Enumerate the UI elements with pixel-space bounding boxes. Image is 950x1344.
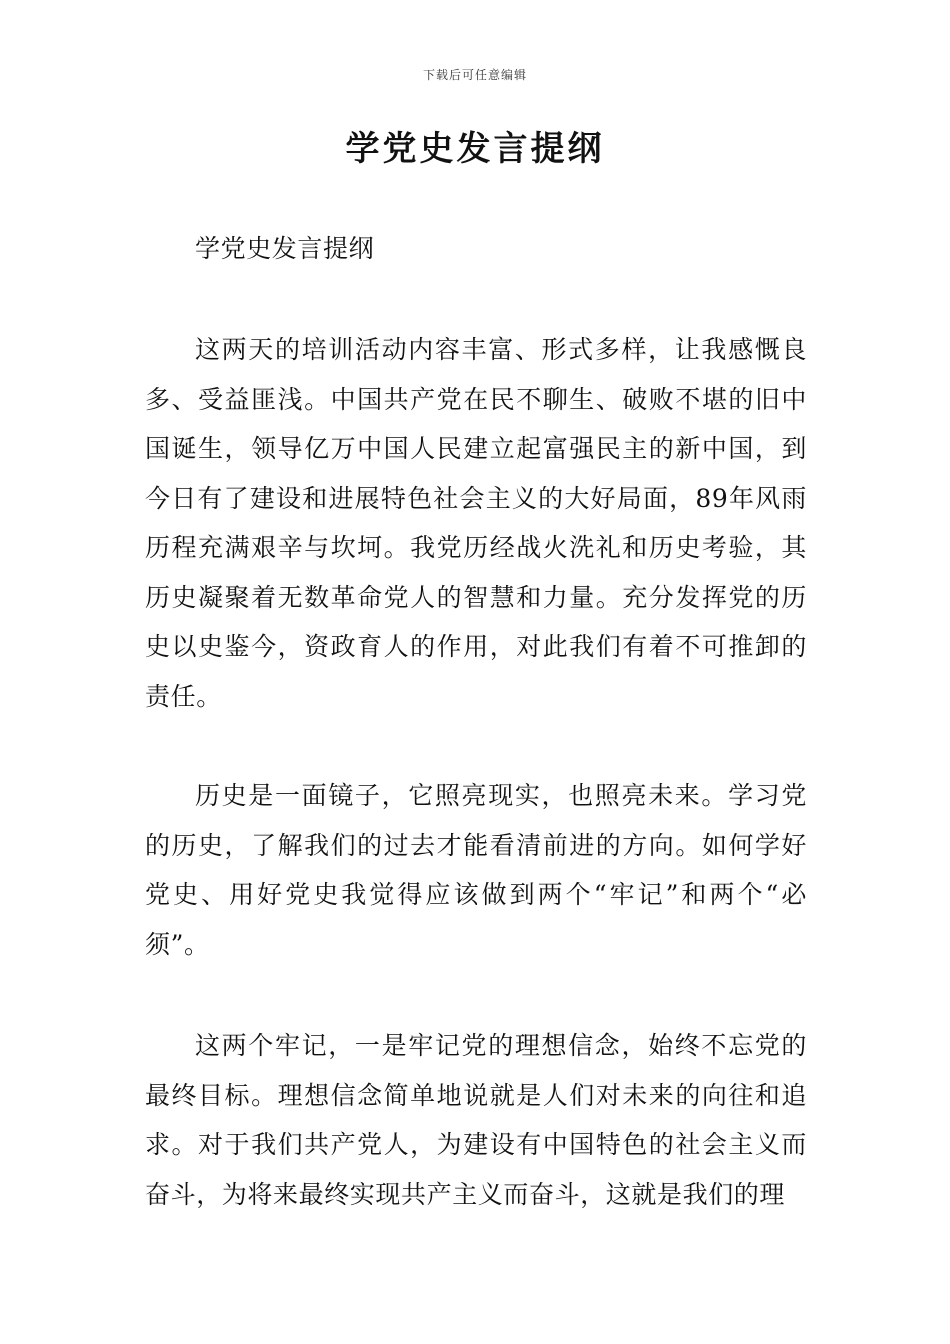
- paragraph: 这两天的培训活动内容丰富、形式多样，让我感慨良多、受益匪浅。中国共产党在民不聊生、破败不堪的旧中国诞生，领导亿万中国人民建立起富强民主的新中国，到今日有了建设和进展特色社会主义的大好局面，89年风雨历程充满艰辛与坎坷。我党历经战火洗礼和历史考验，其历史凝聚着无数革命党人的智慧和力量。充分发挥党的历史以史鉴今，资政育人的作用，对此我们有着不可推卸的责任。: [145, 335, 807, 711]
- paragraph-subtitle: 学党史发言提纲: [195, 234, 375, 263]
- header-note: 下载后可任意编辑: [422, 68, 527, 82]
- paragraph: 这两个牢记，一是牢记党的理想信念，始终不忘党的最终目标。理想信念简单地说就是人们对未来的向往和追求。对于我们共产党人，为建设有中国特色的社会主义而奋斗，为将来最终实现共产主义而奋斗，这就是我们的理: [145, 1031, 807, 1209]
- paragraph: 历史是一面镜子，它照亮现实，也照亮未来。学习党的历史，了解我们的过去才能看清前进的方向。如何学好党史、用好党史我觉得应该做到两个“牢记”和两个“必须”。: [145, 781, 807, 959]
- document-title: 学党史发言提纲: [345, 129, 605, 169]
